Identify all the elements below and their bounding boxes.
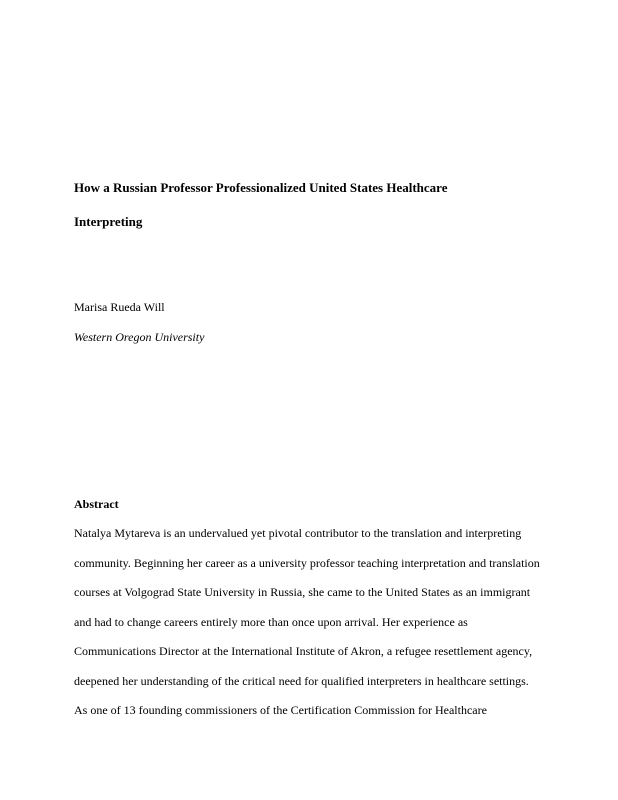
abstract-line: deepened her understanding of the critical need for qualified interpreters in healthcare settings. bbox=[74, 673, 529, 688]
abstract-line: and had to change careers entirely more than once upon arrival. Her experience as bbox=[74, 614, 468, 629]
author-affiliation: Western Oregon University bbox=[74, 330, 205, 344]
abstract-line: Natalya Mytareva is an undervalued yet pivotal contributor to the translation and interpreting bbox=[74, 526, 522, 540]
abstract-line: courses at Volgograd State University in Russia, she came to the United States as an immigrant bbox=[74, 585, 531, 599]
paper-title-line-1: How a Russian Professor Professionalized United States Healthcare bbox=[74, 180, 448, 195]
author-name: Marisa Rueda Will bbox=[74, 300, 165, 314]
abstract-line: community. Beginning her career as a university professor teaching interpretation and translation bbox=[74, 555, 540, 570]
abstract-body bbox=[74, 519, 554, 726]
abstract-line: As one of 13 founding commissioners of the Certification Commission for Healthcare bbox=[74, 703, 487, 717]
abstract-heading: Abstract bbox=[74, 497, 119, 511]
abstract-line: Communications Director at the International Institute of Akron, a refugee resettlement agency, bbox=[74, 644, 533, 658]
paper-title-line-2: Interpreting bbox=[74, 214, 143, 229]
